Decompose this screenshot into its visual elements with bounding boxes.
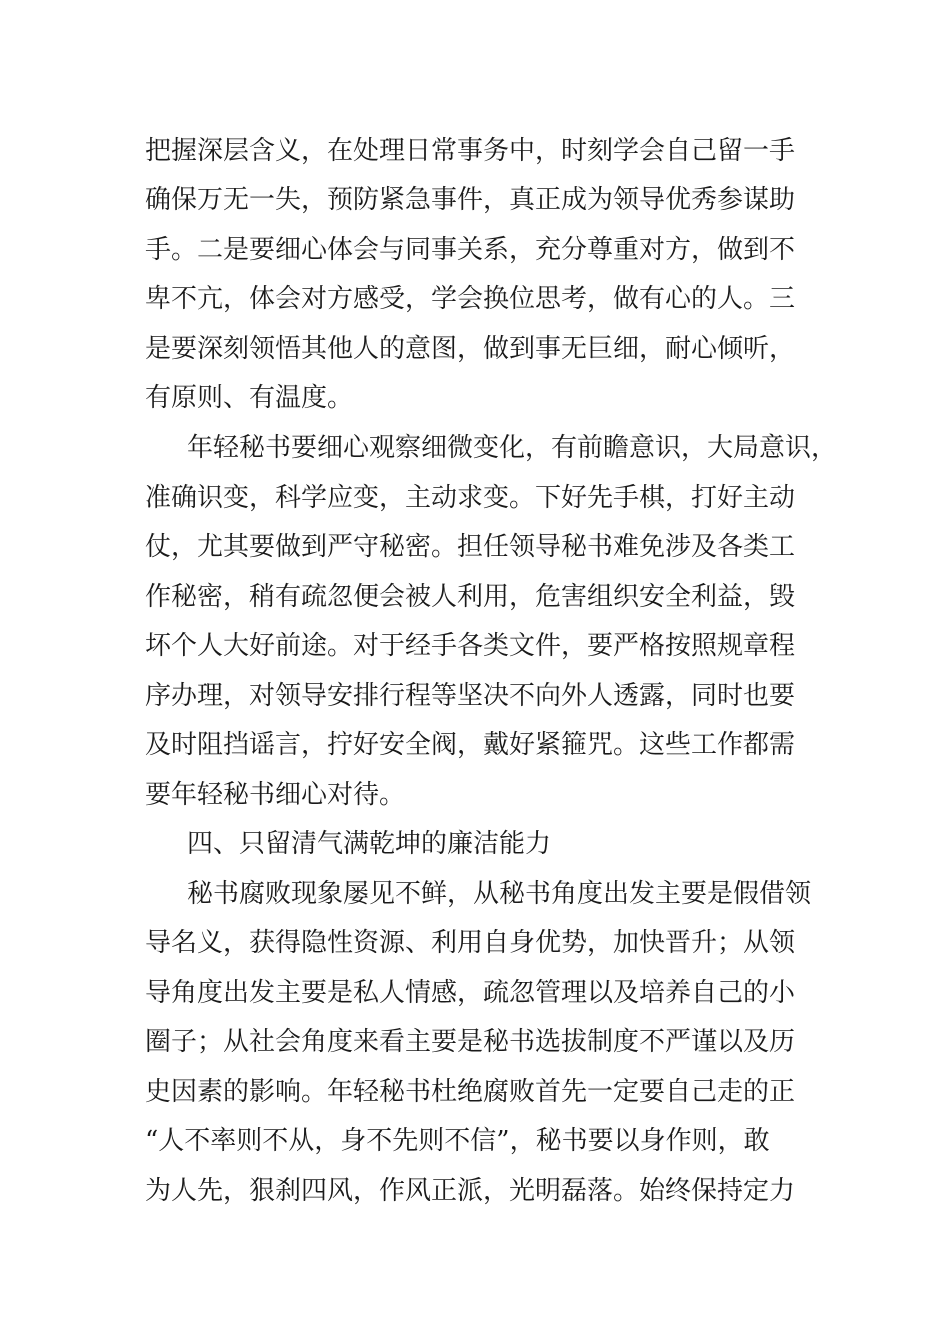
text-line: 史因素的影响。年轻秘书杜绝腐败首先一定要自己走的正	[145, 1077, 796, 1107]
section-heading: 四、只留清气满乾坤的廉洁能力	[187, 829, 552, 859]
text-line: 手。二是要细心体会与同事关系，充分尊重对方，做到不	[145, 235, 796, 265]
paragraph-first-line: 年轻秘书要细心观察细微变化，有前瞻意识，大局意识，	[187, 433, 838, 463]
text-line: 作秘密，稍有疏忽便会被人利用，危害组织安全利益，毁	[145, 582, 796, 612]
text-line: 圈子；从社会角度来看主要是秘书选拔制度不严谨以及历	[145, 1027, 796, 1057]
text-line: 有原则、有温度。	[145, 383, 354, 413]
text-line: 及时阻挡谣言，拧好安全阀，戴好紧箍咒。这些工作都需	[145, 730, 796, 760]
text-line: 导名义，获得隐性资源、利用自身优势，加快晋升；从领	[145, 928, 796, 958]
text-line: 坏个人大好前途。对于经手各类文件，要严格按照规章程	[145, 631, 796, 661]
text-line: 卑不亢，体会对方感受，学会换位思考，做有心的人。三	[145, 284, 796, 314]
text-line: “人不率则不从，身不先则不信”，秘书要以身作则，敢	[145, 1126, 770, 1156]
text-line: 为人先，狠刹四风，作风正派，光明磊落。始终保持定力	[145, 1176, 796, 1206]
text-line: 确保万无一失，预防紧急事件，真正成为领导优秀参谋助	[145, 185, 796, 215]
text-line: 导角度出发主要是私人情感，疏忽管理以及培养自己的小	[145, 978, 796, 1008]
paragraph-first-line: 秘书腐败现象屡见不鲜，从秘书角度出发主要是假借领	[187, 879, 812, 909]
text-line: 是要深刻领悟其他人的意图，做到事无巨细，耐心倾听，	[145, 334, 796, 364]
text-line: 准确识变，科学应变，主动求变。下好先手棋，打好主动	[145, 483, 796, 513]
text-line: 把握深层含义，在处理日常事务中，时刻学会自己留一手	[145, 136, 796, 166]
text-line: 仗，尤其要做到严守秘密。担任领导秘书难免涉及各类工	[145, 532, 796, 562]
text-line: 要年轻秘书细心对待。	[145, 780, 406, 810]
text-line: 序办理，对领导安排行程等坚决不向外人透露，同时也要	[145, 681, 796, 711]
